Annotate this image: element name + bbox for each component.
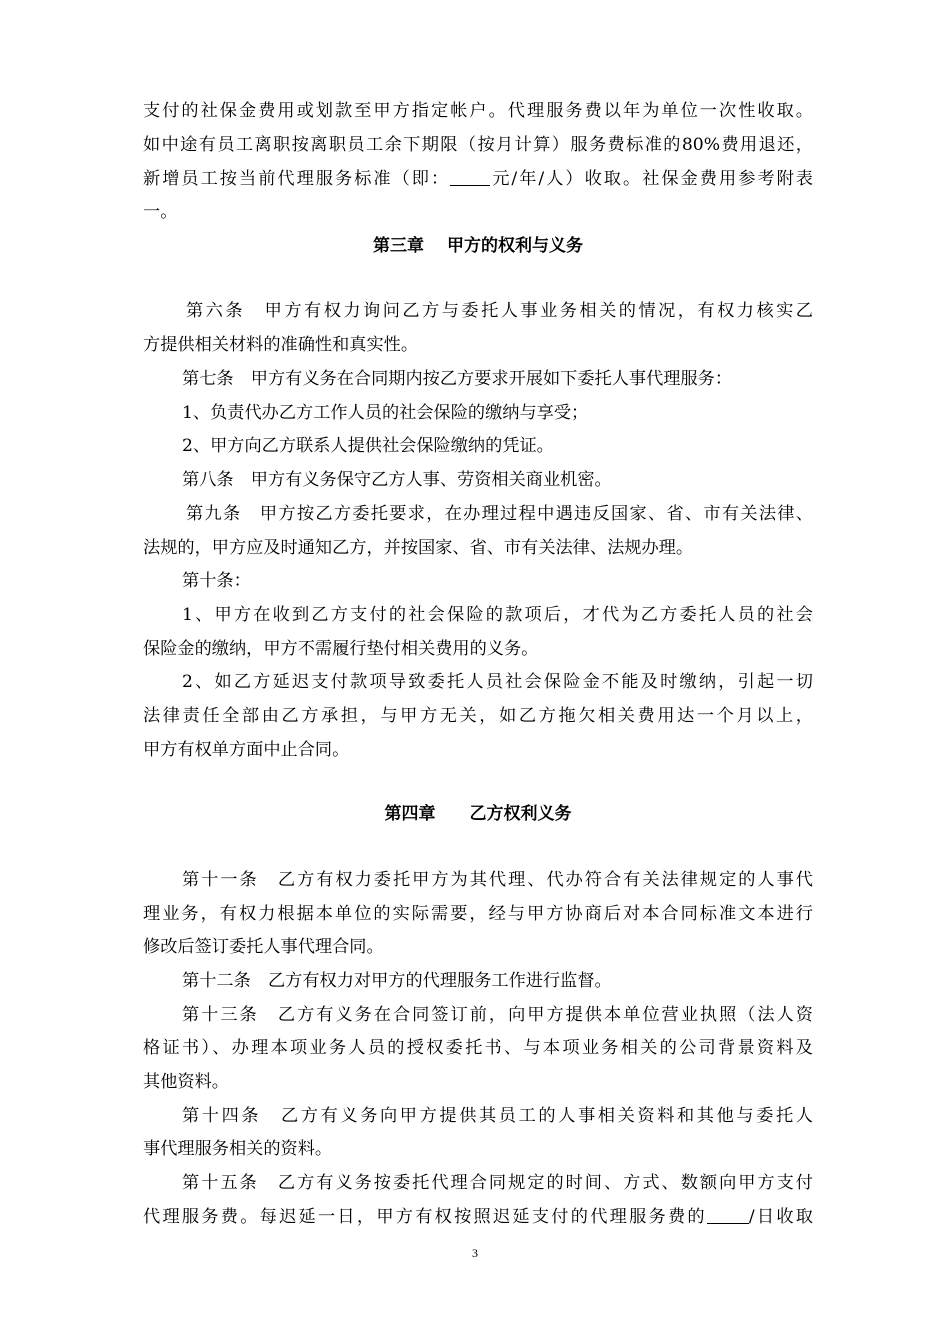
article-seven-item-1: 1、负责代办乙方工作人员的社会保险的缴纳与享受； [182,403,589,423]
paragraph-line: 如中途有员工离职按离职员工余下期限（按月计算）服务费标准的80%费用退还， [143,135,813,155]
article-seven-item-2: 2、甲方向乙方联系人提供社会保险缴纳的凭证。 [182,436,554,456]
article-fourteen-line: 事代理服务相关的资料。 [143,1139,333,1159]
article-six-line: 第六条 甲方有权力询问乙方与委托人事业务相关的情况，有权力核实乙 [186,301,813,321]
article-eleven-line: 第十一条 乙方有权力委托甲方为其代理、代办符合有关法律规定的人事代 [182,870,813,890]
paragraph-line: 支付的社保金费用或划款至甲方指定帐户。代理服务费以年为单位一次性收取。 [143,101,813,121]
article-ten-item-2-line: 2、如乙方延迟支付款项导致委托人员社会保险金不能及时缴纳，引起一切 [182,672,813,692]
fill-in-blank [450,167,490,186]
article-ten-item-2-line: 法律责任全部由乙方承担，与甲方无关，如乙方拖欠相关费用达一个月以上， [143,706,813,726]
fill-in-blank [707,1205,749,1224]
page-number: 3 [472,1246,478,1260]
article-twelve: 第十二条 乙方有权力对甲方的代理服务工作进行监督。 [182,971,612,991]
paragraph-line-with-blank [143,164,813,194]
article-ten-item-1-line: 1、甲方在收到乙方支付的社会保险的款项后，才代为乙方委托人员的社会 [182,605,813,625]
article-seven: 第七条 甲方有义务在合同期内按乙方要求开展如下委托人事代理服务： [182,369,733,389]
article-eleven-line: 理业务，有权力根据本单位的实际需要，经与甲方协商后对本合同标准文本进行 [143,904,813,924]
article-nine-line: 第九条 甲方按乙方委托要求，在办理过程中遇违反国家、省、市有关法律、 [186,504,813,524]
text-fragment: 新增员工按当前代理服务标准（即： [143,169,451,189]
chapter-three-heading: 第三章 甲方的权利与义务 [373,236,583,256]
text-fragment: /日收取 [748,1207,813,1227]
article-eight: 第八条 甲方有义务保守乙方人事、劳资相关商业机密。 [182,470,612,490]
article-nine-line: 法规的，甲方应及时通知乙方，并按国家、省、市有关法律、法规办理。 [143,538,694,558]
article-thirteen-line: 第十三条 乙方有义务在合同签订前，向甲方提供本单位营业执照（法人资 [182,1005,813,1025]
article-ten: 第十条： [182,571,251,591]
paragraph-line: 一。 [143,202,178,222]
article-thirteen-line: 格证书）、办理本项业务人员的授权委托书、与本项业务相关的公司背景资料及 [143,1038,813,1058]
text-fragment: 代理服务费。每迟延一日，甲方有权按照迟延支付的代理服务费的 [143,1207,707,1227]
article-ten-item-1-line: 保险金的缴纳，甲方不需履行垫付相关费用的义务。 [143,639,539,659]
article-eleven-line: 修改后签订委托人事代理合同。 [143,937,384,957]
article-fourteen-line: 第十四条 乙方有义务向甲方提供其员工的人事相关资料和其他与委托人 [182,1106,813,1126]
article-fifteen-line-with-blank [143,1202,813,1232]
text-fragment: 元/年/人）收取。社保金费用参考附表 [490,169,813,189]
chapter-four-heading: 第四章 乙方权利义务 [384,804,572,824]
article-ten-item-2-line: 甲方有权单方面中止合同。 [143,740,350,760]
article-six-line: 方提供相关材料的准确性和真实性。 [143,335,419,355]
article-fifteen-line: 第十五条 乙方有义务按委托代理合同规定的时间、方式、数额向甲方支付 [182,1173,813,1193]
article-thirteen-line: 其他资料。 [143,1072,229,1092]
